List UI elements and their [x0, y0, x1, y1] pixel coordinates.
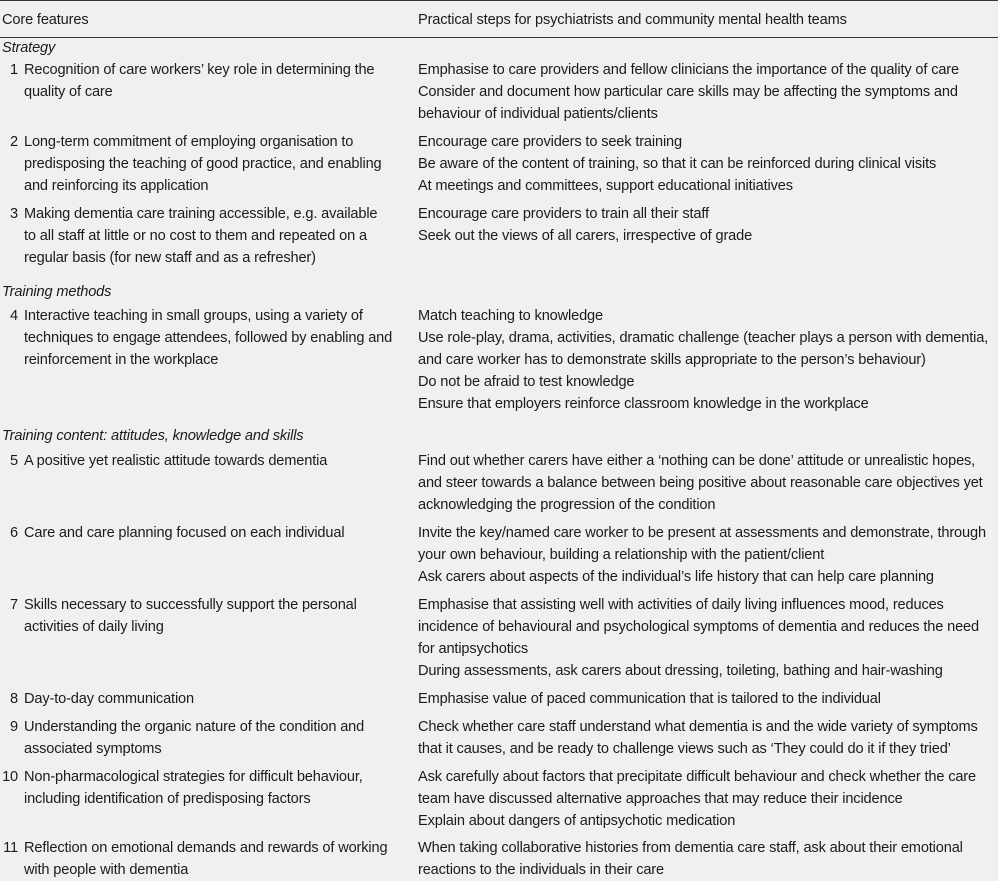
section-title: Training methods	[2, 284, 112, 300]
section-title: Strategy	[2, 40, 56, 56]
practical-step-line: Explain about dangers of antipsychotic medication	[418, 813, 736, 829]
row-number: 11	[3, 840, 18, 856]
practical-step-line: Encourage care providers to train all their staff	[418, 206, 709, 222]
header-core-features: Core features	[2, 12, 89, 28]
practical-step-line: Emphasise to care providers and fellow clinicians the importance of the quality of care	[418, 62, 959, 78]
row-number: 3	[10, 206, 18, 222]
practical-step-line: incidence of behavioural and psychological symptoms of dementia and reduces the need	[418, 619, 979, 635]
core-feature-line: techniques to engage attendees, followed by enabling and	[24, 330, 393, 346]
practical-step-line: When taking collaborative histories from dementia care staff, ask about their emotional	[418, 840, 963, 856]
core-feature-line: A positive yet realistic attitude towards dementia	[24, 453, 328, 469]
row-number: 7	[10, 597, 18, 613]
practical-step-line: Do not be afraid to test knowledge	[418, 374, 635, 390]
core-feature-line: including identification of predisposing factors	[24, 791, 311, 807]
practical-step-line: behaviour of individual patients/clients	[418, 106, 658, 122]
practical-step-line: Encourage care providers to seek training	[418, 134, 682, 150]
core-feature-line: and reinforcing its application	[24, 178, 209, 194]
practical-step-line: and care worker has to demonstrate skills appropriate to the person’s behaviour)	[418, 352, 926, 368]
row-number: 8	[10, 691, 18, 707]
row-number: 5	[10, 453, 18, 469]
practical-step-line: At meetings and committees, support educational initiatives	[418, 178, 793, 194]
core-feature-line: Care and care planning focused on each individual	[24, 525, 345, 541]
core-feature-line: Reflection on emotional demands and rewards of working	[24, 840, 388, 856]
practical-step-line: Match teaching to knowledge	[418, 308, 603, 324]
practical-step-line: During assessments, ask carers about dressing, toileting, bathing and hair-washing	[418, 663, 943, 679]
core-feature-line: Long-term commitment of employing organisation to	[24, 134, 354, 150]
row-number: 2	[10, 134, 18, 150]
core-feature-line: Understanding the organic nature of the condition and	[24, 719, 365, 735]
core-feature-line: associated symptoms	[24, 741, 162, 757]
practical-step-line: that it causes, and be ready to challenge views such as ‘They could do it if they tried’	[418, 741, 951, 757]
practical-step-line: Find out whether carers have either a ‘nothing can be done’ attitude or unrealistic hopes,	[418, 453, 976, 469]
practical-step-line: your own behaviour, building a relationship with the patient/client	[418, 547, 825, 563]
practical-step-line: Ensure that employers reinforce classroom knowledge in the workplace	[418, 396, 869, 412]
practical-step-line: acknowledging the progression of the condition	[418, 497, 716, 513]
section-title: Training content: attitudes, knowledge and skills	[2, 428, 304, 444]
practical-step-line: Consider and document how particular care skills may be affecting the symptoms and	[418, 84, 958, 100]
core-feature-line: to all staff at little or no cost to them and repeated on a	[24, 228, 367, 244]
practical-step-line: Check whether care staff understand what dementia is and the wide variety of symptoms	[418, 719, 978, 735]
practical-step-line: Use role-play, drama, activities, dramatic challenge (teacher plays a person with dementia,	[418, 330, 989, 346]
row-number: 1	[10, 62, 18, 78]
practical-step-line: Seek out the views of all carers, irrespective of grade	[418, 228, 753, 244]
core-feature-line: Making dementia care training accessible, e.g. available	[24, 206, 378, 222]
core-feature-line: Day-to-day communication	[24, 691, 194, 707]
core-feature-line: reinforcement in the workplace	[24, 352, 219, 368]
row-number: 10	[2, 769, 18, 785]
practical-step-line: team have discussed alternative approaches that may reduce their incidence	[418, 791, 903, 807]
table-header	[0, 0, 998, 38]
core-feature-line: quality of care	[24, 84, 113, 100]
practical-step-line: Ask carers about aspects of the individual’s life history that can help care planning	[418, 569, 934, 585]
practical-step-line: Invite the key/named care worker to be present at assessments and demonstrate, through	[418, 525, 986, 541]
practical-step-line: Emphasise value of paced communication that is tailored to the individual	[418, 691, 881, 707]
practical-step-line: Be aware of the content of training, so that it can be reinforced during clinical visits	[418, 156, 937, 172]
core-feature-line: Interactive teaching in small groups, using a variety of	[24, 308, 363, 324]
practical-step-line: Ask carefully about factors that precipitate difficult behaviour and check whether the care	[418, 769, 976, 785]
practical-step-line: and steer towards a balance between being positive about reasonable care objectives yet	[418, 475, 983, 491]
core-feature-line: Recognition of care workers’ key role in determining the	[24, 62, 375, 78]
row-number: 6	[10, 525, 18, 541]
practical-step-line: Emphasise that assisting well with activities of daily living influences mood, reduces	[418, 597, 944, 613]
core-feature-line: predisposing the teaching of good practice, and enabling	[24, 156, 382, 172]
core-feature-line: with people with dementia	[24, 862, 189, 878]
practical-step-line: for antipsychotics	[418, 641, 529, 657]
header-practical-steps: Practical steps for psychiatrists and community mental health teams	[418, 12, 847, 28]
core-feature-line: Non-pharmacological strategies for difficult behaviour,	[24, 769, 363, 785]
core-feature-line: activities of daily living	[24, 619, 164, 635]
core-feature-line: Skills necessary to successfully support the personal	[24, 597, 357, 613]
row-number: 9	[10, 719, 18, 735]
row-number: 4	[10, 308, 18, 324]
practical-step-line: reactions to the individuals in their care	[418, 862, 664, 878]
core-feature-line: regular basis (for new staff and as a refresher)	[24, 250, 316, 266]
